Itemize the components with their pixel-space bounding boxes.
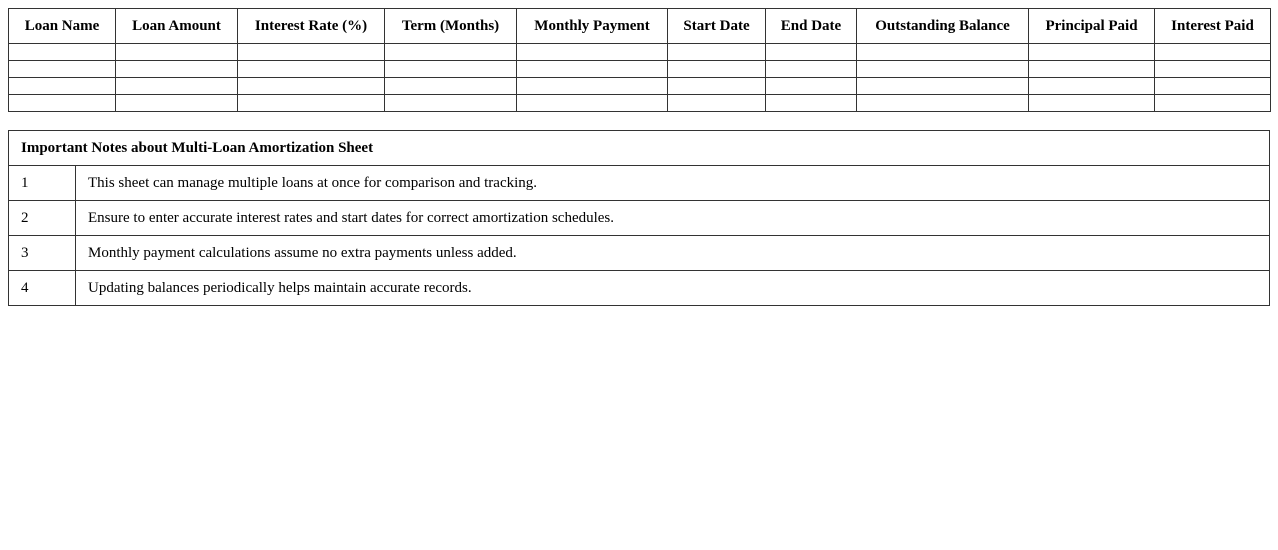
col-end-date: End Date xyxy=(766,9,857,44)
table-cell[interactable] xyxy=(9,44,116,61)
note-row xyxy=(9,166,1270,201)
table-cell[interactable] xyxy=(9,78,116,95)
note-row xyxy=(9,201,1270,236)
table-cell[interactable] xyxy=(1029,78,1155,95)
col-loan-name: Loan Name xyxy=(9,9,116,44)
table-row xyxy=(9,44,1271,61)
table-cell[interactable] xyxy=(9,61,116,78)
table-cell[interactable] xyxy=(517,61,668,78)
table-cell[interactable] xyxy=(668,95,766,112)
note-row xyxy=(9,236,1270,271)
table-cell[interactable] xyxy=(9,95,116,112)
note-text: Updating balances periodically helps maintain accurate records. xyxy=(76,271,1270,306)
col-term: Term (Months) xyxy=(385,9,517,44)
table-cell[interactable] xyxy=(766,95,857,112)
table-cell[interactable] xyxy=(385,78,517,95)
table-cell[interactable] xyxy=(116,78,238,95)
col-start-date: Start Date xyxy=(668,9,766,44)
table-cell[interactable] xyxy=(238,95,385,112)
col-monthly-payment: Monthly Payment xyxy=(517,9,668,44)
table-cell[interactable] xyxy=(517,78,668,95)
table-cell[interactable] xyxy=(116,61,238,78)
table-cell[interactable] xyxy=(1029,44,1155,61)
table-cell[interactable] xyxy=(1029,95,1155,112)
note-row xyxy=(9,271,1270,306)
table-cell[interactable] xyxy=(1029,61,1155,78)
note-text: Ensure to enter accurate interest rates and start dates for correct amortization schedules. xyxy=(76,201,1270,236)
col-outstanding-balance: Outstanding Balance xyxy=(857,9,1029,44)
note-text: This sheet can manage multiple loans at once for comparison and tracking. xyxy=(76,166,1270,201)
table-row xyxy=(9,95,1271,112)
table-cell[interactable] xyxy=(385,95,517,112)
table-cell[interactable] xyxy=(857,78,1029,95)
table-cell[interactable] xyxy=(238,44,385,61)
table-cell[interactable] xyxy=(857,61,1029,78)
note-text: Monthly payment calculations assume no extra payments unless added. xyxy=(76,236,1270,271)
note-number: 4 xyxy=(9,271,76,306)
table-cell[interactable] xyxy=(1155,95,1271,112)
table-cell[interactable] xyxy=(857,44,1029,61)
note-number: 2 xyxy=(9,201,76,236)
header-row xyxy=(9,9,1271,44)
table-cell[interactable] xyxy=(116,95,238,112)
loan-table xyxy=(8,8,1271,112)
table-cell[interactable] xyxy=(668,61,766,78)
table-cell[interactable] xyxy=(857,95,1029,112)
note-number: 3 xyxy=(9,236,76,271)
note-number: 1 xyxy=(9,166,76,201)
table-cell[interactable] xyxy=(766,61,857,78)
table-cell[interactable] xyxy=(766,44,857,61)
table-cell[interactable] xyxy=(668,44,766,61)
notes-header-row xyxy=(9,131,1270,166)
table-cell[interactable] xyxy=(1155,78,1271,95)
table-cell[interactable] xyxy=(1155,61,1271,78)
table-cell[interactable] xyxy=(116,44,238,61)
table-cell[interactable] xyxy=(1155,44,1271,61)
table-row xyxy=(9,78,1271,95)
notes-title: Important Notes about Multi-Loan Amortization Sheet xyxy=(9,131,1270,166)
notes-table xyxy=(8,130,1270,306)
col-loan-amount: Loan Amount xyxy=(116,9,238,44)
col-principal-paid: Principal Paid xyxy=(1029,9,1155,44)
table-cell[interactable] xyxy=(238,61,385,78)
table-row xyxy=(9,61,1271,78)
table-cell[interactable] xyxy=(766,78,857,95)
table-cell[interactable] xyxy=(517,95,668,112)
table-cell[interactable] xyxy=(238,78,385,95)
table-cell[interactable] xyxy=(517,44,668,61)
col-interest-paid: Interest Paid xyxy=(1155,9,1271,44)
col-interest-rate: Interest Rate (%) xyxy=(238,9,385,44)
table-cell[interactable] xyxy=(385,44,517,61)
table-cell[interactable] xyxy=(668,78,766,95)
table-cell[interactable] xyxy=(385,61,517,78)
